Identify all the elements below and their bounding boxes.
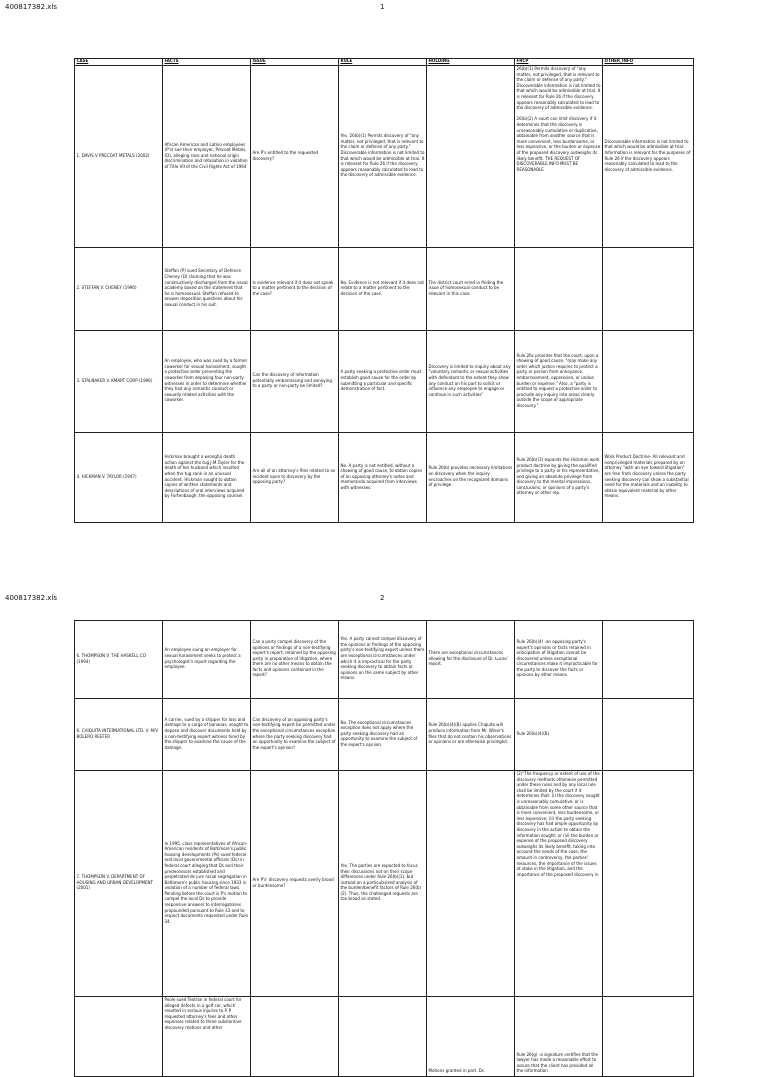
cell-facts: Poole sued Textron in federal court for alleged defects in a golf car, which resulted in serious injuries to P. P requested attorney's fees and other expenses related to three substantive discovery motions and other xyxy=(163,997,251,1077)
cell-other-info xyxy=(603,621,694,699)
table-row xyxy=(75,248,694,331)
cell-holding: Rule 26(b)(4)(B) applies Chiquita will produce information from Mr. Winer's files that do not contain his observations or opinions or are otherwise privileged. xyxy=(427,699,515,771)
cell-issue: Can discovery of an opposing party's non-testifying expert be permitted under the exceptional circumstances exception where the party seeking discovery had an opportunity to examine the subject of the expert's opinion? xyxy=(251,699,339,771)
cell-holding: The district court erred in finding the issue of homosexual conduct to be relevant in this case. xyxy=(427,248,515,331)
cell-other-info xyxy=(603,771,694,997)
cell-holding: Motions granted in part. Ds xyxy=(427,997,515,1077)
case-table-page-2 xyxy=(74,620,694,1077)
file-name: 400817382.xls xyxy=(5,594,58,602)
header-issue: ISSUE xyxy=(251,59,339,66)
cell-facts: An employee, who was sued by a former coworker for sexual harassment, sought a protective order preventing the coworker from deposing four non-party witnesses in order to determine whether they had any romantic conduct or sexually related activities with the coworker. xyxy=(163,331,251,433)
cell-frcp: Rule 26(b)(4)(B) xyxy=(515,699,603,771)
cell-case: 6. THOMPSON V. THE HASKELL CO (1994) xyxy=(75,621,163,699)
cell-holding xyxy=(427,771,515,997)
cell-frcp: Rule 26(g) -a signature certifies that the lawyer has made a reasonable effort to assure that the client has provided all the information xyxy=(515,997,603,1077)
header-case: CASE xyxy=(75,59,163,66)
page-number: 1 xyxy=(380,3,385,11)
file-name: 400817382.xls xyxy=(5,3,58,11)
cell-rule xyxy=(339,997,427,1077)
cell-rule: Yes. The parties are expected to focus their discussions not on their scope differences under Rule 26(b)(1), but instead on a particularized analysis of the burden/benefit factors of Rule 26(b)(2). Thus, the challenged requests are too broad as stated. xyxy=(339,771,427,997)
table-row xyxy=(75,621,694,699)
header-row xyxy=(75,59,694,66)
cell-holding: There are exceptional circumstances allowing for the disclosure of Dr. Lucas' report. xyxy=(427,621,515,699)
header-holding: HOLDING xyxy=(427,59,515,66)
table-row xyxy=(75,331,694,433)
cell-issue: Can a party compel discovery of the opinions or findings of a non-testifying expert's report, retained by the opposing party in preparation of litigation, where there are no other means to obtain the facts and opinions contained in the report? xyxy=(251,621,339,699)
cell-case: 3. STALNAKER V. KMART CORP (1996) xyxy=(75,331,163,433)
cell-facts: A carrier, sued by a shipper for loss and damage to a cargo of bananas, sought to depose and discover documents held by a non-testifying expert witness hired by the shipper to examine the cause of the damage. xyxy=(163,699,251,771)
header-facts: FACTS xyxy=(163,59,251,66)
cell-rule: No. The exceptional circumstances exception does not apply where the party seeking discovery had an opportunity to examine the subject of the expert's opinion. xyxy=(339,699,427,771)
cell-other-info: Work Product Doctrine- All relevant and nonprivileged materials prepared by an attorney "with an eye toward litigation" are free from discovery unless the party seeking discovery can show a substantial need for the materials and an inability to obtain equivalent material by other means. xyxy=(603,433,694,523)
cell-case: 4. HICKMAN V. TAYLOR (1947) xyxy=(75,433,163,523)
cell-issue xyxy=(251,997,339,1077)
cell-other-info xyxy=(603,997,694,1077)
cell-frcp: (2)"The frequency or extent of use of the discovery methods otherwise permitted under these rules and by any local rule shall be limited by the court if it determines that: (i) the discovery sought is unreasonably cumulative, or is obtainable from some other source that is more convenient, less burdensome, or less expensive; (ii) the party seeking discovery has had ample opportunity by discovery in the action to obtain the information sought; or (iii) the burden or expense of the proposed discovery outweighs its likely benefit, taking into account the needs of the case, the amount in controversy, the parties' resources, the importance of the issues at stake in the litigation, and the importance of the proposed discovery in xyxy=(515,771,603,997)
cell-facts: Steffan (P) sued Secretary of Defence Cheney (D) claiming that he was constructively discharged from the naval academy based on the statement that he is homosexual. Steffan refused to answer deposition questions about his sexual conduct in his suit. xyxy=(163,248,251,331)
cell-case: 6. CHIQUITA INTERNATIONAL LTD. V. M/V BOLERO REEFER xyxy=(75,699,163,771)
case-table-page-1 xyxy=(74,58,694,523)
table-row xyxy=(75,771,694,997)
cell-rule: Yes. A party cannot compel discovery of the opinions or findings of the opposing party's non-testifying expert unless there are exceptional circumstances under which it is impractical for the party seeking discovery to obtain facts or opinions on the same subject by other means. xyxy=(339,621,427,699)
header-other-info: OTHER_INFO xyxy=(603,59,694,66)
cell-frcp xyxy=(515,248,603,331)
cell-frcp: 26(b)(1) Permits discovery of "any matter, not privileged, that is relevant to the claim or defense of any party." Discoverable information is not limited to that which would be admissible at trial. It is relevant for Rule 26 if the discovery appears reasonably calculated to lead to the discovery of admissible evidence. 26(b)(2) A court can limit discovery if it determines that the discovery is unreasonably cumulative or duplicative, obtainable from another source that is more convenient, less burdensome, or less expensive, or the burden or expense of the proposed discovery outweighs its likely benefit. THE REQUEST OF DISCOVERABLE INFO MUST BE REASONABLE xyxy=(515,66,603,248)
cell-case: 2. STEFFAN V. CHENEY (1990) xyxy=(75,248,163,331)
cell-rule: Yes. 26(b)(1) Permits discovery of "any matter, not privileged, that is relevant to the claim or defense of any party." Discoverable information is not limited to that which would be admissible at trial. It is relevant for Rule 26 if the discovery appears reasonably calculated to lead to the discovery of admissible evidence. xyxy=(339,66,427,248)
cell-case: 1. DAVIS V PRECOAT METALS (2002) xyxy=(75,66,163,248)
cell-frcp: Rule 26(b)(4) -an opposing party's expert's opinions or facts retained in anticipation of litigation cannot be discovered unless exceptional circumstances make it impracticable for the party to discover the facts or opinions by other means. xyxy=(515,621,603,699)
page-number: 2 xyxy=(380,594,385,602)
cell-other-info xyxy=(603,248,694,331)
table-row xyxy=(75,699,694,771)
table-row xyxy=(75,433,694,523)
cell-facts: In 1995, class representatives of African-American residents of Baltimore's public housing developments (Ps) sued federal and local governmental officials (Ds) in federal court alleging that Ds and their predecessors established and perpetrated de jure racial segregation in Baltimore's public housing since 1933 in violation of a number of federal laws. Pending before the court is P's motion to compel the local Ds to provide responsive answers to interrogatories propounded pursuant to Rule 33 and to inspect documents requested under Rule 34. xyxy=(163,771,251,997)
cell-frcp: Rule 26(b)(3) expands the Hickman work product doctrine by giving the qualified privilege to a party or his representative, and giving an absolute privilege from discovery to the mental impressions, conclusions, or opinions of a party's attorney or other rep. xyxy=(515,433,603,523)
cell-rule: A party seeking a protective order must establish good cause for the order by submitting a particular and specific demonstration of fact. xyxy=(339,331,427,433)
table-row xyxy=(75,997,694,1077)
page-header-1 xyxy=(0,0,768,14)
cell-issue: Are P's' discovery requests overly broad or burdensome? xyxy=(251,771,339,997)
table-row xyxy=(75,66,694,248)
cell-other-info: Discoverable information is not limited to that which would be admissible at trial. Information is relevant for the purposes of Rule 26 if the discovery appears reasonably calculated to lead to the discovery of admissible evidence. xyxy=(603,66,694,248)
cell-issue: Can the discovery of information potentially embarrassing and annoying to a party or non-party be limited? xyxy=(251,331,339,433)
cell-facts: An employee suing an employer for sexual harassment seeks to protect a psychologist's report regarding the employee. xyxy=(163,621,251,699)
cell-facts: Hickman brought a wrongful death action against the tug J.M.Taylor for the death of her husband which resulted when the tug sank in an unusual accident. Hickman sought to obtain copies of written statements and descriptions of oral interviews acquired by Fortenbaugh, the opposing counsel. xyxy=(163,433,251,523)
cell-other-info xyxy=(603,331,694,433)
cell-holding: Discovery is limited to inquiry about any "voluntary romantic or sexual activities with defendant to the extent they show any conduct on his part to solicit or influence any employee to engage or continue in such activities" xyxy=(427,331,515,433)
header-rule: RULE xyxy=(339,59,427,66)
cell-issue: Is evidence relevant if it does not speak to a matter pertinent to the decision of the case? xyxy=(251,248,339,331)
page-header-2 xyxy=(0,591,768,605)
cell-other-info xyxy=(603,699,694,771)
cell-holding xyxy=(427,66,515,248)
cell-facts: African American and Latino employees (P's) sue their employer, Precoat Metals, (D), alleging race and national origin discrimination and retaliation in violation of Title VII of the Civil Rights Act of 1964 xyxy=(163,66,251,248)
cell-issue: Are all of an attorney's files related to an incident open to discovery by the opposing party? xyxy=(251,433,339,523)
cell-frcp: Rule 26c provides that the court, upon a showing of good cause, "may make any order which justice requires to protect a party or person from annoyance, embarrassment, oppression, or undue burden or expense." Also, a "party is entitled to request a protective order to preclude any inquiry into areas clearly outside the scope of appropriate discovery." xyxy=(515,331,603,433)
cell-holding: Rule 26(b) provides necessary limitations on discovery when the inquiry encroaches on the recognized domains of privilege. xyxy=(427,433,515,523)
cell-case: 7. THOMPSON V. DEPARTMENT OF HOUSING AND URBAN DEVELOPMENT (2001) xyxy=(75,771,163,997)
cell-case xyxy=(75,997,163,1077)
header-frcp: FRCP xyxy=(515,59,603,66)
cell-rule: No. Evidence is not relevant if it does not relate to a matter pertinent to the decision of the case. xyxy=(339,248,427,331)
cell-rule: No. A party is not entitled, without a showing of good cause, to obtain copies of an opposing attorney's notes and memoranda acquired from interviews with witnesses. xyxy=(339,433,427,523)
cell-issue: Are P's entitled to the requested discovery? xyxy=(251,66,339,248)
